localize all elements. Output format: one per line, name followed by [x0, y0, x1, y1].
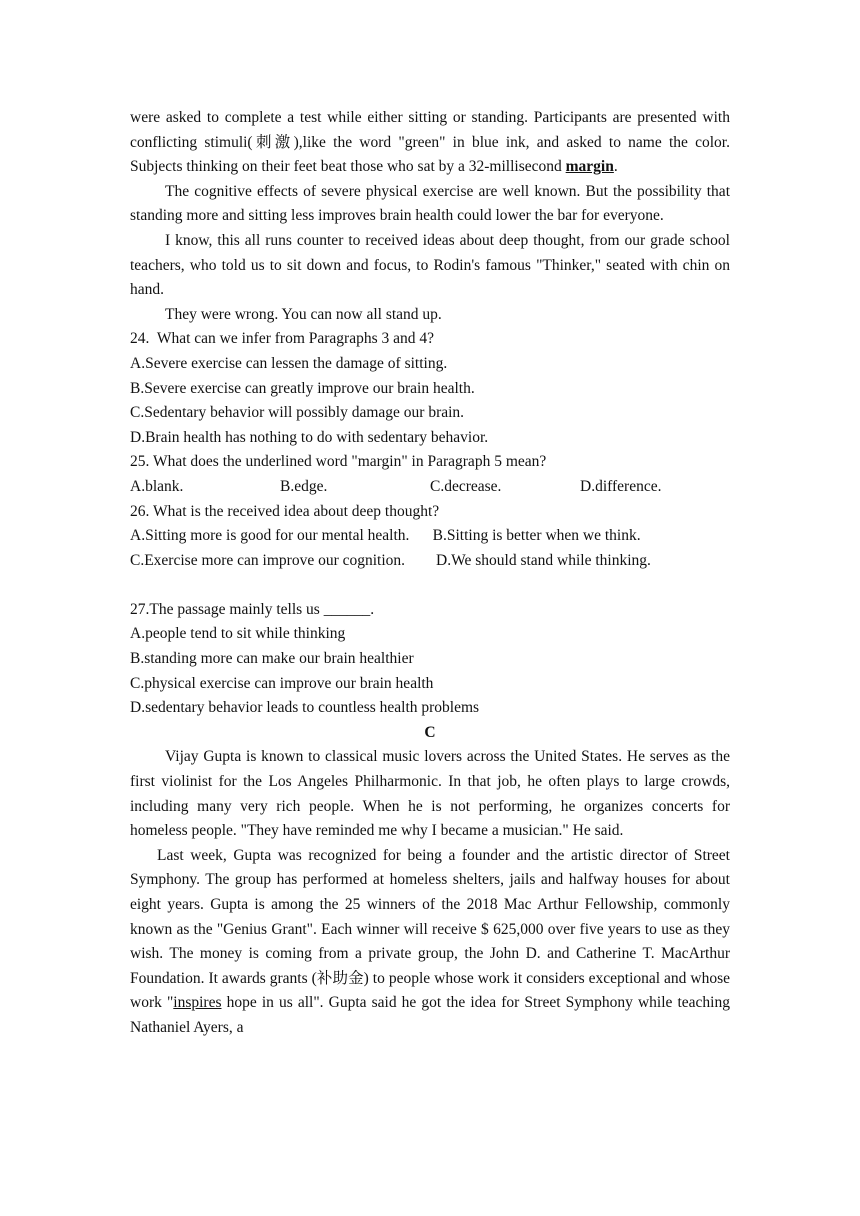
question-stem: 24. What can we infer from Paragraphs 3 and 4? [130, 330, 435, 348]
option-d: D.difference. [580, 477, 662, 495]
option-a: A.Severe exercise can lessen the damage of sitting. [130, 354, 448, 372]
option-b: B.Severe exercise can greatly improve our brain health. [130, 379, 475, 397]
option-b: B.standing more can make our brain healthier [130, 650, 414, 668]
question-25 [130, 450, 730, 499]
paragraph-vijay-gupta: Vijay Gupta is known to classical music lovers across the United States. He serves as the first violinist for the Los Angeles Philharmonic. In that job, he often plays to large crowds, including many very rich people. When he is not performing, he organizes concerts for homeless people. "They have reminded me why I became a musician." He said. [130, 748, 730, 840]
option-a: A.blank. [130, 477, 184, 495]
paragraph-cognitive-effects: The cognitive effects of severe physical exercise are well known. But the possibility that standing more and sitting less improves brain health could lower the bar for everyone. [130, 182, 730, 225]
blank-line [130, 573, 730, 598]
paragraph-street-symphony [130, 844, 730, 1041]
options-cd: C.Exercise more can improve our cognition. D.We should stand while thinking. [130, 551, 651, 569]
paragraph-text: Last week, Gupta was recognized for being a founder and the artistic director of Street Symphony. The group has performed at homeless shelters, jails and halfway houses for about eight years. Gupta is among the 25 winners of the 2018 Mac Arthur Fellowship, commonly known as the "Genius Grant". Each winner will receive $ 625,000 over five years to use as they wish. The money is coming from a private group, the John D. and Catherine T. MacArthur Foundation. It awards grants (补助金) to people whose work it considers exceptional and whose work " [130, 846, 730, 1012]
paragraph-text: were asked to complete a test while either sitting or standing. Participants are presented with conflicting stimuli(刺激),like the word "green" in blue ink, and asked to name the color. Subjects thinking on their feet beat those who sat by a 32-millisecond [130, 109, 730, 176]
paragraph-text: . [613, 158, 618, 176]
question-stem: 25. What does the underlined word "margin" in Paragraph 5 mean? [130, 453, 547, 471]
underlined-word-inspires: inspires [173, 994, 222, 1012]
option-d: D.Brain health has nothing to do with sedentary behavior. [130, 428, 489, 446]
paragraph-margin [130, 106, 730, 180]
question-27 [130, 598, 730, 721]
question-stem: 26. What is the received idea about deep thought? [130, 502, 440, 520]
paragraph-conclusion: They were wrong. You can now all stand up. [165, 305, 442, 323]
options-row [130, 475, 730, 500]
section-heading-c: C [424, 723, 436, 741]
question-stem: 27.The passage mainly tells us ______. [130, 600, 375, 618]
option-c: C.decrease. [430, 477, 502, 495]
question-26 [130, 500, 730, 574]
underlined-word-margin: margin [565, 158, 614, 176]
options-ab: A.Sitting more is good for our mental health. B.Sitting is better when we think. [130, 527, 641, 545]
option-b: B.edge. [280, 477, 328, 495]
document-page [130, 106, 730, 1041]
option-c: C.physical exercise can improve our brain health [130, 674, 434, 692]
question-24 [130, 327, 730, 450]
paragraph-received-ideas: I know, this all runs counter to received ideas about deep thought, from our grade school teachers, who told us to sit down and focus, to Rodin's famous "Thinker," seated with chin on hand. [130, 231, 730, 299]
option-a: A.people tend to sit while thinking [130, 625, 346, 643]
option-c: C.Sedentary behavior will possibly damage our brain. [130, 404, 465, 422]
option-d: D.sedentary behavior leads to countless health problems [130, 699, 480, 717]
paragraph-text: hope in us all". Gupta said he got the idea for Street Symphony while teaching Nathaniel Ayers, a [130, 994, 730, 1036]
